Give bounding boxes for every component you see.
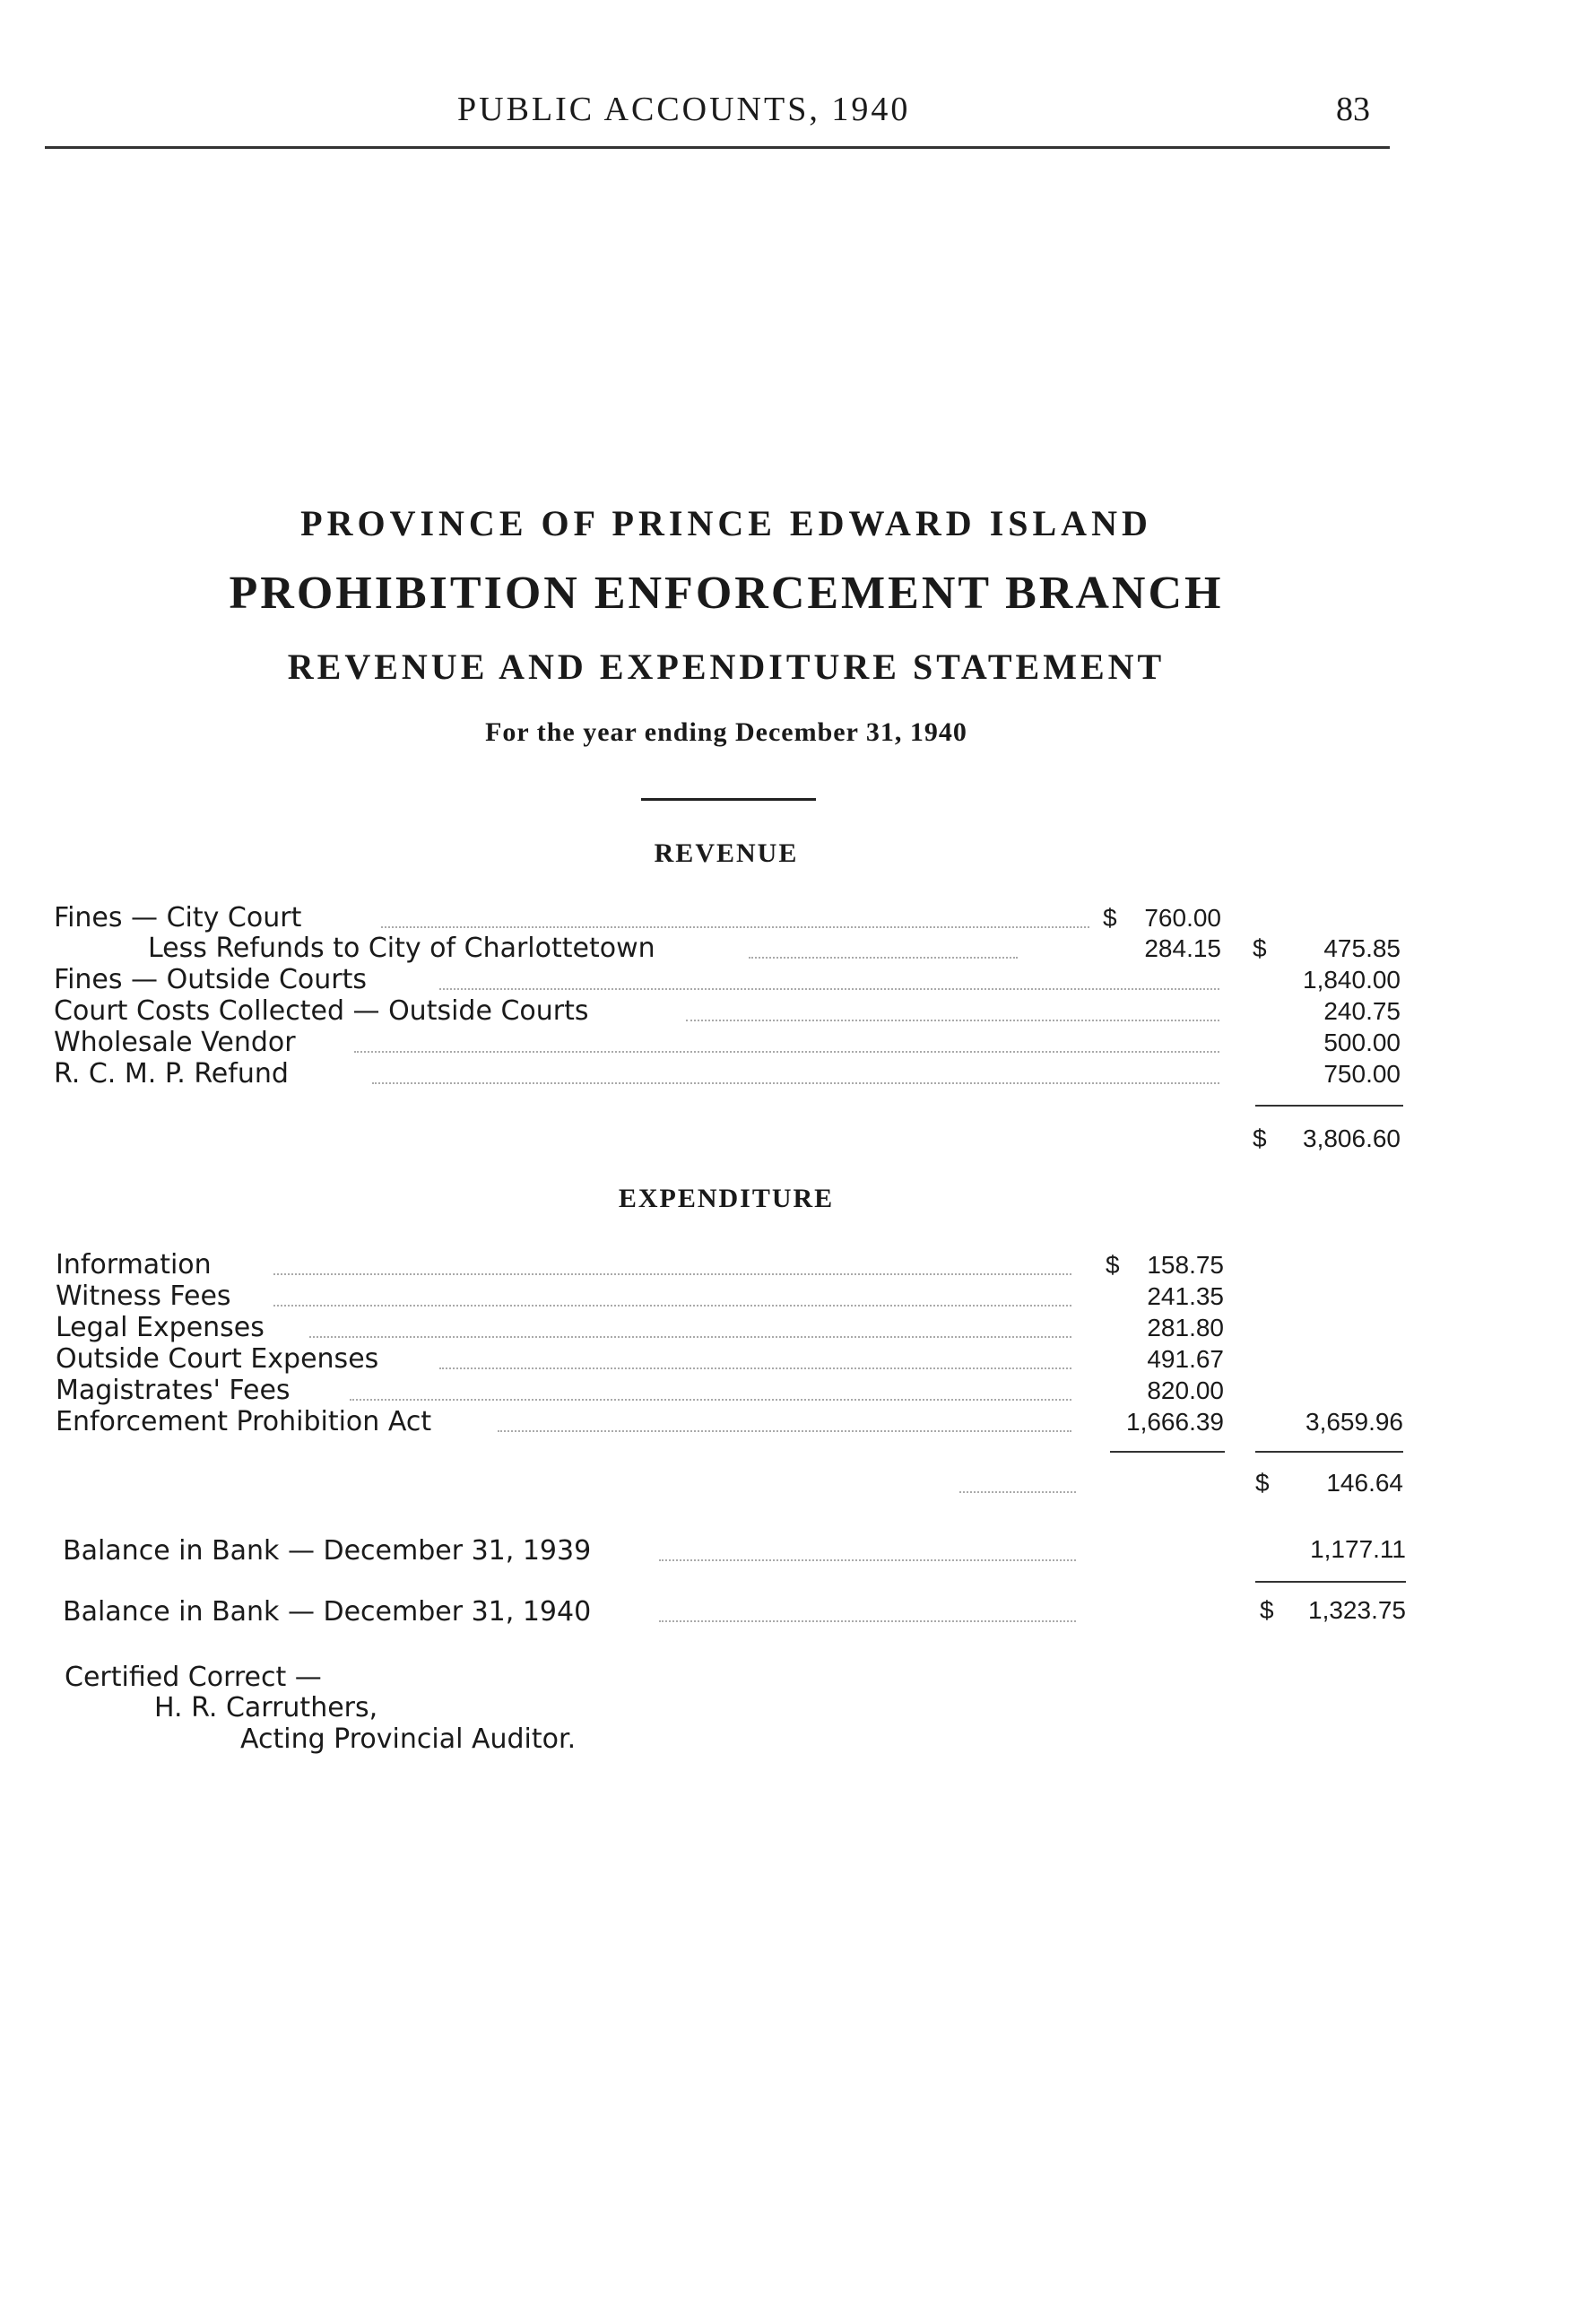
expenditure-label: Legal Expenses	[56, 1312, 265, 1343]
leader-dots	[686, 1020, 1219, 1021]
auditor-name: H. R. Carruthers,	[154, 1692, 378, 1723]
expenditure-amount: 1,666.39	[1126, 1408, 1224, 1436]
leader-dots	[354, 1051, 1219, 1053]
title-rule	[641, 798, 816, 801]
leader-dots	[273, 1305, 1071, 1307]
leader-dots	[749, 957, 1018, 959]
leader-dots	[273, 1273, 1071, 1275]
balance-rule	[1255, 1581, 1406, 1583]
page-number: 83	[1336, 91, 1370, 128]
revenue-subtotal: 750.00	[1323, 1060, 1401, 1088]
auditor-title: Acting Provincial Auditor.	[240, 1723, 577, 1755]
leader-dots	[372, 1082, 1219, 1084]
dollar-sign: $	[1260, 1596, 1274, 1624]
expenditure-label: Witness Fees	[56, 1281, 231, 1312]
leader-dots	[498, 1430, 1071, 1432]
revenue-heading: REVENUE	[654, 838, 799, 868]
expenditure-total: 3,659.96	[1305, 1408, 1403, 1436]
revenue-subtotal: 1,840.00	[1303, 966, 1401, 994]
revenue-total-rule	[1255, 1105, 1403, 1107]
revenue-total: 3,806.60	[1303, 1124, 1401, 1152]
dollar-sign: $	[1253, 1124, 1267, 1152]
expenditure-amount: 491.67	[1147, 1345, 1224, 1373]
revenue-amount: 760.00	[1144, 904, 1221, 932]
title-branch: PROHIBITION ENFORCEMENT BRANCH	[229, 568, 1224, 619]
revenue-subtotal: 240.75	[1323, 997, 1401, 1025]
revenue-subtotal: 500.00	[1323, 1029, 1401, 1056]
net-revenue: 146.64	[1326, 1469, 1403, 1497]
leader-dots	[350, 1399, 1071, 1401]
expenditure-amount: 281.80	[1147, 1314, 1224, 1341]
leader-dots	[659, 1620, 1076, 1622]
expenditure-heading: EXPENDITURE	[618, 1184, 835, 1213]
balance-1939-value: 1,177.11	[1310, 1535, 1406, 1563]
expenditure-label: Magistrates' Fees	[56, 1375, 291, 1406]
revenue-label: Fines — City Court	[54, 902, 302, 933]
expenditure-label: Enforcement Prohibition Act	[56, 1406, 432, 1437]
header-rule	[45, 146, 1390, 149]
revenue-label: Less Refunds to City of Charlottetown	[148, 933, 655, 964]
title-province: PROVINCE OF PRINCE EDWARD ISLAND	[300, 503, 1152, 543]
revenue-amount: 284.15	[1144, 934, 1221, 962]
balance-1939-label: Balance in Bank — December 31, 1939	[63, 1535, 592, 1567]
leader-dots	[659, 1559, 1076, 1561]
dollar-sign: $	[1106, 1251, 1120, 1279]
revenue-label: Fines — Outside Courts	[54, 964, 368, 995]
leader-dots	[959, 1491, 1076, 1493]
expenditure-rule	[1255, 1451, 1403, 1453]
dollar-sign: $	[1253, 934, 1267, 962]
expenditure-label: Outside Court Expenses	[56, 1343, 379, 1375]
revenue-subtotal: 475.85	[1323, 934, 1401, 962]
title-period: For the year ending December 31, 1940	[485, 717, 967, 747]
balance-1940-label: Balance in Bank — December 31, 1940	[63, 1596, 592, 1628]
expenditure-label: Information	[56, 1249, 212, 1281]
dollar-sign: $	[1103, 904, 1117, 932]
leader-dots	[381, 926, 1089, 928]
expenditure-amount: 241.35	[1147, 1282, 1224, 1310]
expenditure-amount: 820.00	[1147, 1376, 1224, 1404]
dollar-sign: $	[1255, 1469, 1270, 1497]
revenue-label: Wholesale Vendor	[54, 1027, 296, 1058]
expenditure-rule	[1110, 1451, 1225, 1453]
title-statement: REVENUE AND EXPENDITURE STATEMENT	[287, 647, 1166, 687]
leader-dots	[309, 1336, 1071, 1338]
revenue-label: R. C. M. P. Refund	[54, 1058, 289, 1090]
expenditure-amount: 158.75	[1147, 1251, 1224, 1279]
balance-1940-value: 1,323.75	[1308, 1596, 1406, 1624]
revenue-label: Court Costs Collected — Outside Courts	[54, 995, 589, 1027]
leader-dots	[439, 1367, 1071, 1369]
running-header: PUBLIC ACCOUNTS, 1940	[457, 91, 911, 128]
leader-dots	[439, 988, 1219, 990]
certified-correct: Certified Correct —	[65, 1662, 322, 1693]
